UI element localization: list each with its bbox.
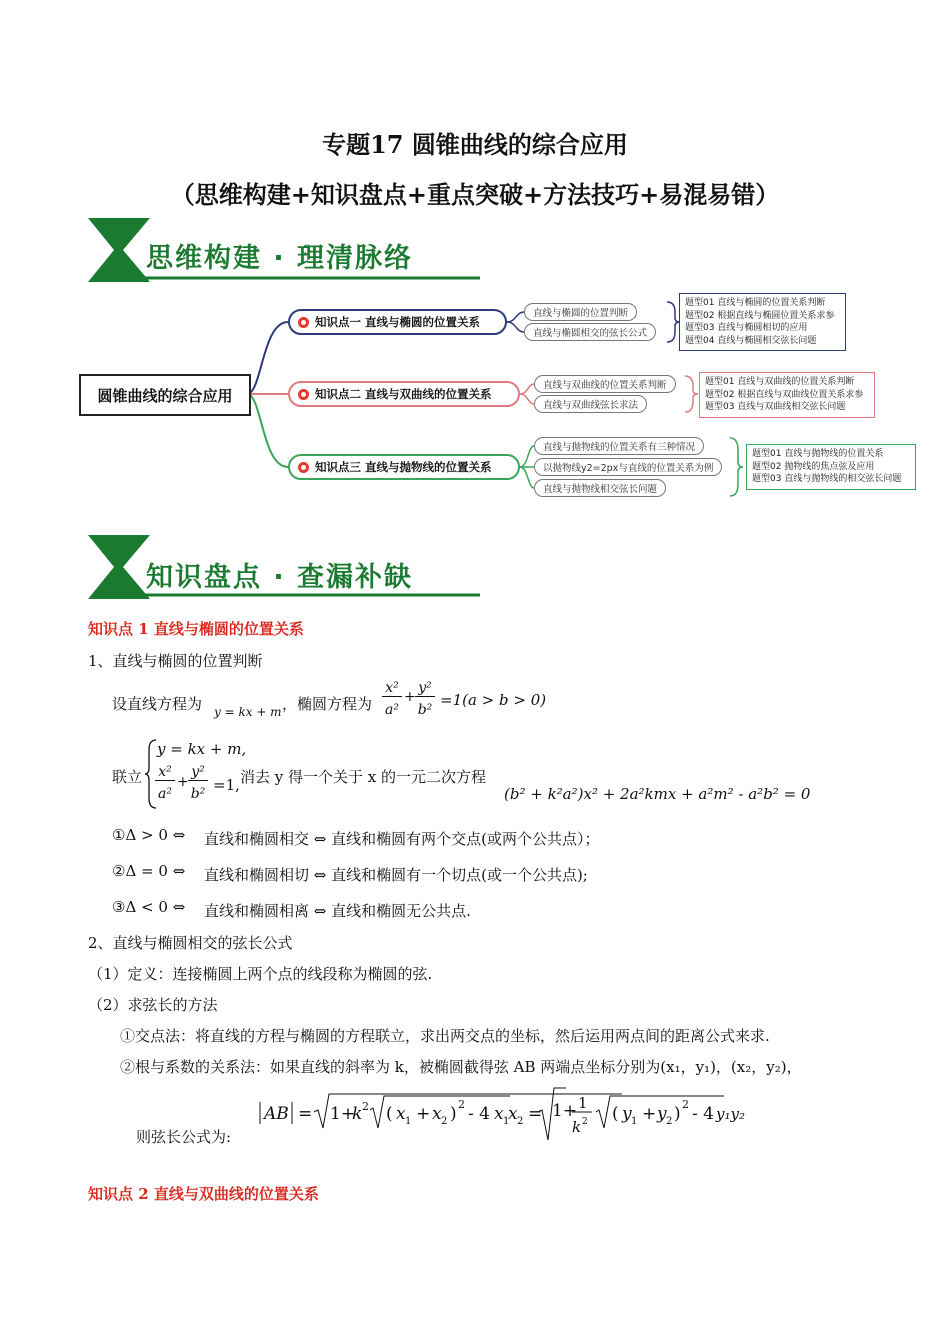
chord-definition: （1）定义：连接椭圆上两个点的线段称为椭圆的弦.: [88, 965, 433, 983]
svg-text:2: 2: [682, 1098, 689, 1111]
type-item: 题型02 根据直线与椭圆位置关系求参: [685, 310, 835, 321]
combine-label: 联立: [112, 768, 143, 786]
svg-text:y: y: [657, 1104, 667, 1124]
svg-text:(: (: [386, 1104, 393, 1124]
section-1-title: 1、直线与椭圆的位置判断: [88, 652, 263, 670]
bullet-icon: [298, 389, 309, 400]
method-1: ①交点法：将直线的方程与椭圆的方程联立，求出两交点的坐标，然后运用两点间的距离公式来求.: [120, 1027, 770, 1045]
mindmap-branch-3: [288, 454, 520, 480]
mindmap-types-2: [699, 372, 875, 418]
svg-text:y₁y₂: y₁y₂: [716, 1105, 745, 1123]
svg-text:1+: 1+: [552, 1101, 578, 1121]
mindmap-leaf: 直线与抛物线相交弦长问题: [534, 479, 666, 497]
svg-text:): ): [674, 1104, 681, 1124]
mindmap-leaf: 以抛物线y2=2px与直线的位置关系为例: [534, 458, 722, 476]
system-eq-2-tail: =1,: [213, 776, 240, 794]
kp1-title: 知识点 1 直线与椭圆的位置关系: [88, 620, 304, 638]
svg-text:k: k: [572, 1118, 582, 1136]
mindmap-banner-text: 思维构建 · 理清脉络: [146, 243, 414, 274]
type-item: 题型04 直线与椭圆相交弦长问题: [685, 335, 817, 346]
type-item: 题型01 直线与椭圆的位置关系判断: [685, 298, 826, 308]
svg-text:1: 1: [631, 1116, 638, 1127]
svg-text:y: y: [622, 1104, 632, 1124]
mindmap-leaf: 直线与椭圆相交的弦长公式: [524, 323, 656, 341]
svg-text:2: 2: [362, 1100, 369, 1113]
case-3-symbol: ③Δ < 0 ⇔: [112, 898, 186, 916]
svg-text:+: +: [416, 1104, 431, 1124]
type-item: 题型03 直线与双曲线相交弦长问题: [705, 402, 846, 413]
svg-text:1: 1: [578, 1094, 588, 1112]
mindmap-root: 圆锥曲线的综合应用: [79, 374, 251, 416]
svg-text:1: 1: [503, 1116, 510, 1127]
case-1-symbol: ①Δ > 0 ⇔: [112, 826, 186, 844]
plus: +: [177, 774, 189, 790]
svg-text:2: 2: [517, 1116, 524, 1127]
type-item: 题型03 直线与椭圆相切的应用: [685, 323, 808, 334]
svg-text:=: =: [298, 1104, 313, 1124]
case-2-symbol: ②Δ = 0 ⇔: [112, 862, 186, 880]
svg-text:x: x: [494, 1104, 504, 1124]
svg-text:1+: 1+: [330, 1104, 356, 1124]
svg-text:k: k: [352, 1104, 363, 1124]
type-item: 题型02 根据直线与双曲线位置关系求参: [705, 389, 864, 400]
bullet-icon: [298, 462, 309, 473]
svg-text:): ): [450, 1104, 457, 1124]
svg-text:- 4: - 4: [692, 1104, 714, 1124]
svg-text:2: 2: [441, 1116, 448, 1127]
frac-y2: y²: [415, 680, 435, 697]
type-item: 题型01 直线与抛物线的位置关系: [752, 449, 884, 459]
frac-a2: a²: [385, 702, 399, 718]
svg-text:1: 1: [405, 1116, 412, 1127]
eliminate-text: 消去 y 得一个关于 x 的一元二次方程: [240, 768, 487, 786]
svg-text:2: 2: [582, 1117, 588, 1127]
page-subtitle: （思维构建+知识盘点+重点突破+方法技巧+易混易错）: [170, 180, 780, 209]
line-eq-prefix: 设直线方程为: [112, 695, 203, 713]
svg-text:x: x: [432, 1104, 442, 1124]
mindmap-leaf: 直线与双曲线的位置关系判断: [534, 375, 676, 393]
mindmap-branch-2: [288, 381, 520, 407]
svg-text:- 4: - 4: [468, 1104, 490, 1124]
plus: +: [404, 689, 416, 705]
branch-3-label: 知识点三 直线与抛物线的位置关系: [315, 460, 492, 474]
svg-text:x: x: [508, 1104, 518, 1124]
chord-length-formula: [252, 1084, 745, 1144]
frac-x2: x²: [382, 680, 402, 697]
kp2-title: 知识点 2 直线与双曲线的位置关系: [88, 1185, 319, 1203]
bullet-icon: [298, 317, 309, 328]
knowledge-banner: [88, 535, 480, 599]
type-item: 题型03 直线与抛物线的相交弦长问题: [752, 474, 902, 485]
branch-1-label: 知识点一 直线与椭圆的位置关系: [315, 315, 481, 329]
mindmap-types-1: [679, 293, 846, 351]
mindmap-banner: [88, 218, 480, 282]
section-2-title: 2、直线与椭圆相交的弦长公式: [88, 934, 293, 952]
branch-2-label: 知识点二 直线与双曲线的位置关系: [315, 387, 492, 401]
knowledge-banner-text: 知识盘点 · 查漏补缺: [146, 562, 414, 593]
svg-text:AB: AB: [264, 1104, 289, 1124]
frac-b2: b²: [190, 786, 206, 802]
line-equation: y = kx + m: [214, 705, 282, 719]
ellipse-eq-prefix: ，椭圆方程为: [282, 695, 373, 713]
page-title: 专题17 圆锥曲线的综合应用: [322, 130, 628, 159]
chord-formula-label: 则弦长公式为:: [136, 1128, 232, 1146]
case-2-text: 直线和椭圆相切 ⇔ 直线和椭圆有一个切点(或一个公共点);: [204, 866, 588, 884]
svg-text:(: (: [612, 1104, 619, 1124]
type-item: 题型01 直线与双曲线的位置关系判断: [705, 377, 855, 387]
frac-a2: a²: [158, 786, 172, 802]
frac-x2: x²: [155, 764, 175, 781]
mindmap-types-3: [746, 444, 916, 490]
ellipse-condition: =1(a > b > 0): [440, 691, 547, 709]
mindmap-leaf: 直线与抛物线的位置关系有三种情况: [534, 437, 704, 455]
svg-text:=: =: [528, 1104, 543, 1124]
svg-text:+: +: [642, 1104, 657, 1124]
svg-text:2: 2: [458, 1098, 465, 1111]
type-item: 题型02 抛物线的焦点弦及应用: [752, 461, 875, 472]
mindmap-leaf: 直线与椭圆的位置判断: [524, 303, 637, 321]
case-1-text: 直线和椭圆相交 ⇔ 直线和椭圆有两个交点(或两个公共点）；: [204, 830, 600, 848]
system-eq-1: y = kx + m,: [157, 740, 247, 758]
frac-b2: b²: [417, 702, 433, 718]
chord-method-title: （2）求弦长的方法: [88, 996, 218, 1014]
quadratic-equation: (b² + k²a²)x² + 2a²kmx + a²m² - a²b² = 0: [504, 785, 811, 803]
svg-text:2: 2: [666, 1116, 673, 1127]
mindmap-leaf: 直线与双曲线弦长求法: [534, 395, 647, 413]
mindmap-branch-1: [288, 309, 507, 335]
frac-y2: y²: [188, 764, 208, 781]
svg-text:x: x: [396, 1104, 406, 1124]
case-3-text: 直线和椭圆相离 ⇔ 直线和椭圆无公共点.: [204, 902, 471, 920]
method-2: ②根与系数的关系法：如果直线的斜率为 k，被椭圆截得弦 AB 两端点坐标分别为(x₁，y₁)，(x₂，y₂)，: [120, 1058, 802, 1076]
